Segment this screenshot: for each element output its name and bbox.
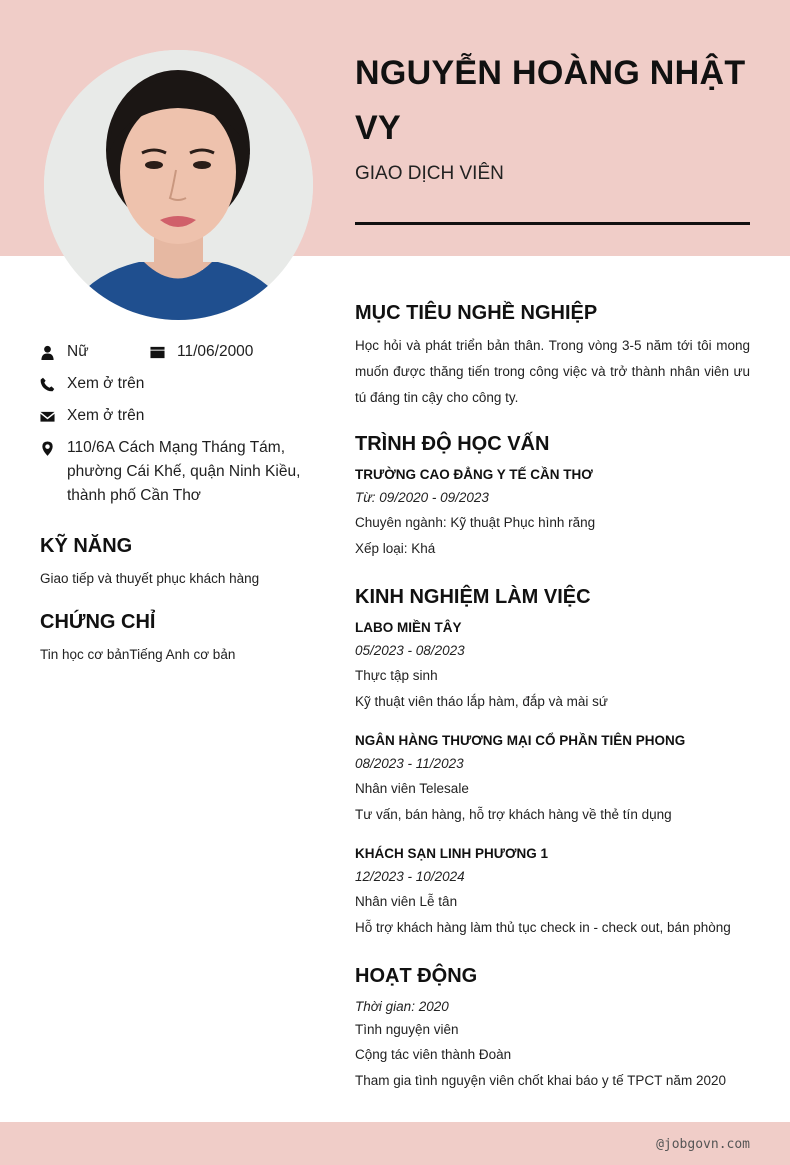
education-heading: TRÌNH ĐỘ HỌC VẤN	[355, 433, 550, 455]
objective-text: Học hỏi và phát triển bản thân. Trong vòng 3-5 năm tới tôi mong muốn được thăng tiến trong công việc và trở thành nhân viên ưu tú đáng tin cậy cho công ty.	[355, 338, 750, 405]
activities-heading: HOẠT ĐỘNG	[355, 965, 478, 987]
name-divider	[355, 222, 750, 225]
gender-value: Nữ	[67, 343, 89, 360]
job-role: Nhân viên Lễ tân	[355, 894, 458, 909]
phone-value: Xem ở trên	[67, 375, 145, 392]
education-major: Chuyên ngành: Kỹ thuật Phục hình răng	[355, 515, 596, 530]
email-row	[40, 404, 144, 428]
job-period: 05/2023 - 08/2023	[355, 643, 465, 658]
education-grade: Xếp loại: Khá	[355, 541, 436, 556]
candidate-name: NGUYỄN HOÀNG NHẬT VY	[355, 54, 746, 147]
activity-item: Tình nguyện viên	[355, 1022, 459, 1037]
skill-item: Giao tiếp và thuyết phục khách hàng	[40, 571, 260, 586]
job-company: KHÁCH SẠN LINH PHƯƠNG 1	[355, 846, 548, 861]
avatar	[44, 50, 313, 320]
user-icon	[40, 340, 55, 364]
address-row	[40, 436, 307, 508]
activities-period: Thời gian: 2020	[355, 999, 449, 1014]
objective-heading: MỤC TIÊU NGHỀ NGHIỆP	[355, 302, 598, 324]
map-pin-icon	[40, 436, 55, 460]
experience-heading: KINH NGHIỆM LÀM VIỆC	[355, 586, 591, 608]
certificates-heading: CHỨNG CHỈ	[40, 611, 156, 633]
job-company: NGÂN HÀNG THƯƠNG MẠI CỔ PHẦN TIÊN PHONG	[355, 733, 686, 748]
education-period: Từ: 09/2020 - 09/2023	[355, 490, 489, 505]
skills-list	[40, 571, 259, 586]
job-company: LABO MIỀN TÂY	[355, 620, 462, 635]
certificate-item: Tiếng Anh cơ bản	[129, 647, 236, 662]
birthday-value: 11/06/2000	[177, 343, 254, 360]
school-name: TRƯỜNG CAO ĐẲNG Y TẾ CẦN THƠ	[355, 467, 593, 482]
mail-icon	[40, 404, 55, 428]
birthday-row	[150, 340, 253, 364]
job-position: GIAO DỊCH VIÊN	[355, 163, 504, 184]
job-period: 08/2023 - 11/2023	[355, 756, 464, 771]
skills-heading: KỸ NĂNG	[40, 535, 133, 557]
activity-item: Cộng tác viên thành Đoàn	[355, 1047, 512, 1062]
email-value: Xem ở trên	[67, 407, 145, 424]
footer-watermark: @jobgovn.com	[656, 1137, 750, 1152]
job-description: Kỹ thuật viên tháo lắp hàm, đắp và mài sứ	[355, 694, 608, 709]
gender-row	[40, 340, 89, 364]
phone-icon	[40, 372, 55, 396]
phone-row	[40, 372, 144, 396]
job-description: Hỗ trợ khách hàng làm thủ tục check in - check out, bán phòng	[355, 920, 731, 935]
job-role: Thực tập sinh	[355, 668, 438, 683]
job-description: Tư vấn, bán hàng, hỗ trợ khách hàng về thẻ tín dụng	[355, 807, 672, 822]
portrait-illustration	[44, 50, 313, 320]
job-period: 12/2023 - 10/2024	[355, 869, 465, 884]
certificate-item: Tin học cơ bản	[40, 647, 130, 662]
calendar-icon	[150, 340, 165, 364]
certificates-list	[40, 647, 235, 662]
activity-item: Tham gia tình nguyện viên chốt khai báo y tế TPCT năm 2020	[355, 1073, 726, 1088]
job-role: Nhân viên Telesale	[355, 781, 469, 796]
address-value: 110/6A Cách Mạng Tháng Tám, phường Cái Khế, quận Ninh Kiều, thành phố Cần Thơ	[67, 439, 301, 504]
